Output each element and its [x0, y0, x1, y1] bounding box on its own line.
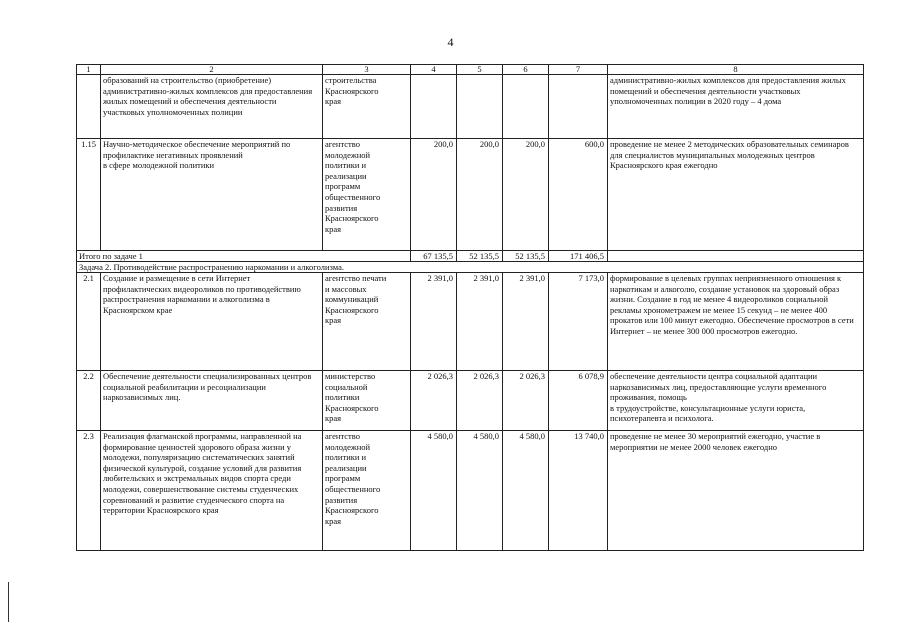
- column-number-row: [77, 65, 864, 75]
- item-amount: 2 391,0: [411, 273, 457, 371]
- table-row: [77, 273, 864, 371]
- total-amount: 52 135,5: [503, 251, 549, 262]
- column-header: 3: [323, 65, 411, 75]
- item-name: образований на строительство (приобретение) административно-жилых комплексов для предоставления жилых помещений и обеспечения деятельности участковых уполномоченных полиции: [101, 75, 323, 139]
- item-amount: 200,0: [503, 139, 549, 251]
- table-row: [77, 139, 864, 251]
- table-row: [77, 75, 864, 139]
- item-amount: [457, 75, 503, 139]
- item-name: Научно-методическое обеспечение мероприятий по профилактике негативных проявлений в сфере молодежной политики: [101, 139, 323, 251]
- item-executor: министерство социальной политики Красноярского края: [323, 371, 411, 431]
- item-amount: 2 026,3: [457, 371, 503, 431]
- column-header: 6: [503, 65, 549, 75]
- item-name: Реализация флагманской программы, направленной на формирование ценностей здорового образа жизни у молодежи, популяризацию систематических занятий физической культурой, создание условий для развития любительских и экстремальных видов спорта среди молодежи, совершенствование системы студенческих соревнований и развитие студенческого спорта на территории Красноярского края: [101, 431, 323, 551]
- item-amount-total: 7 173,0: [549, 273, 608, 371]
- item-number: 2.1: [77, 273, 101, 371]
- item-executor: агентство печати и массовых коммуникаций Красноярского края: [323, 273, 411, 371]
- program-activities-table: [76, 64, 864, 551]
- item-amount: 2 026,3: [503, 371, 549, 431]
- item-result: обеспечение деятельности центра социальной адаптации наркозависимых лиц, предоставляющие услуги временного проживания, помощь в трудоустройстве, консультационные услуги юриста, психотерапевта и психолога.: [608, 371, 864, 431]
- total-amount: 171 406,5: [549, 251, 608, 262]
- column-header: 5: [457, 65, 503, 75]
- total-empty: [608, 251, 864, 262]
- item-amount: 200,0: [457, 139, 503, 251]
- item-amount: 4 580,0: [411, 431, 457, 551]
- item-amount: 4 580,0: [457, 431, 503, 551]
- item-result: административно-жилых комплексов для предоставления жилых помещений и обеспечения деятельности участковых уполномоченных полиции в 2020 году – 4 дома: [608, 75, 864, 139]
- item-amount-total: 13 740,0: [549, 431, 608, 551]
- total-label: Итого по задаче 1: [77, 251, 411, 262]
- item-amount-total: [549, 75, 608, 139]
- item-name: Обеспечение деятельности специализированных центров социальной реабилитации и ресоциализации наркозависимых лиц.: [101, 371, 323, 431]
- item-amount: [411, 75, 457, 139]
- item-amount: 2 391,0: [457, 273, 503, 371]
- item-amount: [503, 75, 549, 139]
- item-number: 2.3: [77, 431, 101, 551]
- item-number: [77, 75, 101, 139]
- page-number: 4: [447, 35, 454, 49]
- item-executor: строительства Красноярского края: [323, 75, 411, 139]
- item-amount: 2 026,3: [411, 371, 457, 431]
- task-heading-row: [77, 262, 864, 273]
- item-amount: 4 580,0: [503, 431, 549, 551]
- scan-margin-mark: [8, 582, 9, 622]
- item-result: формирование в целевых группах неприязненного отношения к наркотикам и алкоголю, создание установок на здоровый образ жизни. Создание в год не менее 4 видеороликов социальной рекламы хронометражем не менее 15 секунд – не менее 400 прокатов или 100 минут ежегодно. Обеспечение просмотров в сети Интернет – не менее 300 000 просмотров ежегодно.: [608, 273, 864, 371]
- column-header: 7: [549, 65, 608, 75]
- item-number: 1.15: [77, 139, 101, 251]
- item-amount: 200,0: [411, 139, 457, 251]
- column-header: 8: [608, 65, 864, 75]
- column-header: 1: [77, 65, 101, 75]
- item-name: Создание и размещение в сети Интернет профилактических видеороликов по противодействию распространения наркомании и алкоголизма в Красноярском крае: [101, 273, 323, 371]
- column-header: 4: [411, 65, 457, 75]
- table-row: [77, 431, 864, 551]
- table-row: [77, 371, 864, 431]
- item-executor: агентство молодежной политики и реализации программ общественного развития Красноярского края: [323, 139, 411, 251]
- item-amount-total: 6 078,9: [549, 371, 608, 431]
- total-amount: 67 135,5: [411, 251, 457, 262]
- item-result: проведение не менее 30 мероприятий ежегодно, участие в мероприятии не менее 2000 человек ежегодно: [608, 431, 864, 551]
- item-number: 2.2: [77, 371, 101, 431]
- item-result: проведение не менее 2 методических образовательных семинаров для специалистов муниципальных молодежных центров Красноярского края ежегодно: [608, 139, 864, 251]
- task2-heading: Задача 2. Противодействие распространению наркомании и алкоголизма.: [77, 262, 864, 273]
- item-amount-total: 600,0: [549, 139, 608, 251]
- item-amount: 2 391,0: [503, 273, 549, 371]
- total-row: [77, 251, 864, 262]
- total-amount: 52 135,5: [457, 251, 503, 262]
- column-header: 2: [101, 65, 323, 75]
- item-executor: агентство молодежной политики и реализации программ общественного развития Красноярского края: [323, 431, 411, 551]
